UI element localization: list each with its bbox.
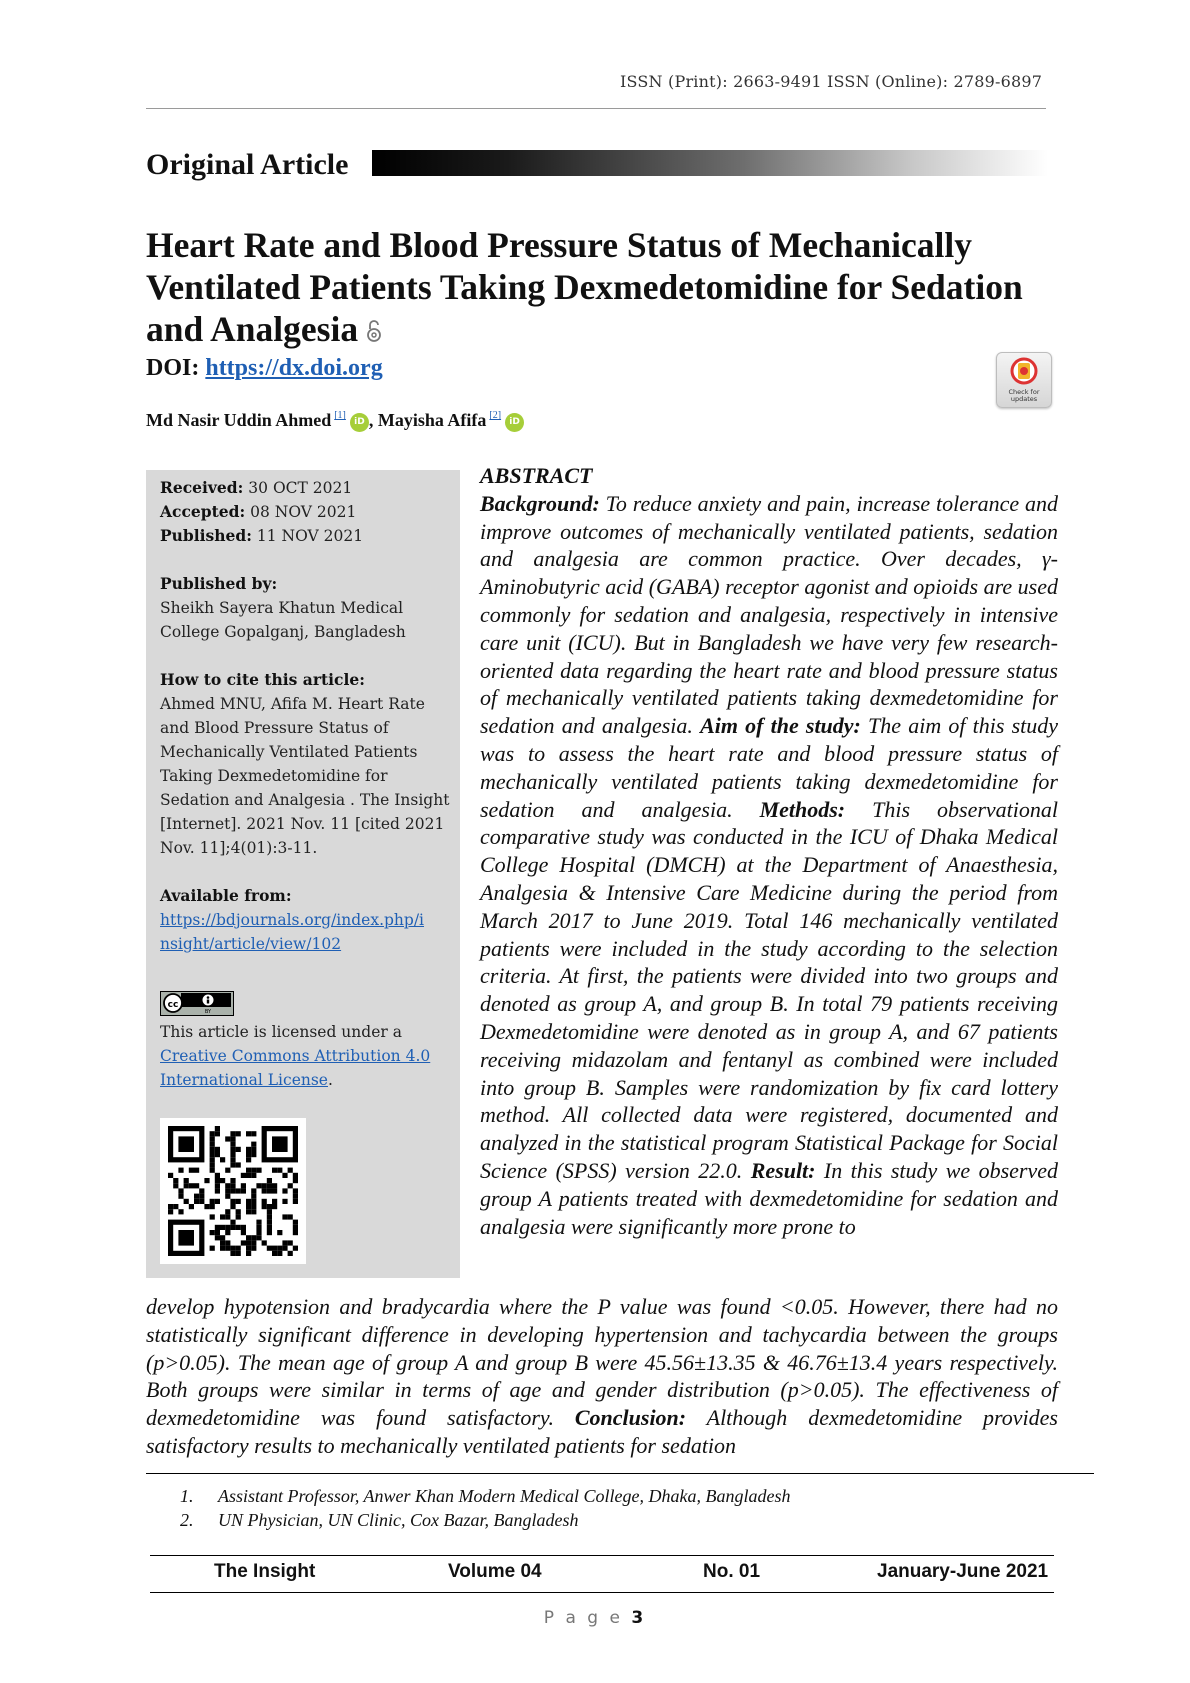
svg-text:cc: cc [167, 1000, 179, 1010]
article-url-link[interactable]: https://bdjournals.org/index.php/i [160, 911, 425, 929]
article-title [146, 224, 1066, 350]
cite-line: Nov. 11];4(01):3-11. [160, 839, 318, 857]
footnote-item: 2. UN Physician, UN Clinic, Cox Bazar, Bangladesh [180, 1510, 579, 1530]
author-name: Md Nasir Uddin Ahmed [146, 410, 332, 430]
cc-by-license-icon[interactable] [160, 991, 234, 1016]
license-link[interactable]: Creative Commons Attribution 4.0 [160, 1047, 431, 1065]
conclusion-text: Although dexmedetomidine provides satisfactory results to mechanically ventilated patients for sedation [146, 1405, 1058, 1458]
check-for-updates-label: Check for updates [1008, 388, 1040, 403]
abstract-body [480, 462, 1058, 1240]
footer-bottom-rule [150, 1592, 1054, 1593]
header-divider [146, 108, 1046, 109]
cite-line: [Internet]. 2021 Nov. 11 [cited 2021 [160, 815, 445, 833]
publisher-line: College Gopalganj, Bangladesh [160, 623, 406, 641]
orcid-icon[interactable]: iD [505, 413, 524, 432]
cite-line: Mechanically Ventilated Patients [160, 743, 418, 761]
qr-code-icon [160, 1118, 306, 1264]
footer-journal: The Insight [214, 1561, 316, 1582]
methods-label: Methods: [759, 796, 846, 822]
continuation-text: develop hypotension and bradycardia where the P value was found <0.05. However, there had no statistically significant difference in developing hypertension and tachycardia between the groups (p>0.05). The mean age of group A and group B were 45.56±13.35 & 46.76±13.4 years respectively. Both groups were similar in terms of age and gender distribution (p>0.05). The effectiveness of dexmedetomidine was found satisfactory. [146, 1294, 1058, 1431]
issn-header: ISSN (Print): 2663-9491 ISSN (Online): 2789-6897 [620, 72, 1043, 91]
abstract-continuation [146, 1293, 1058, 1460]
background-label: Background: [480, 490, 600, 516]
doi-link[interactable]: https://dx.doi.org [205, 355, 383, 381]
cite-line: and Blood Pressure Status of [160, 719, 389, 737]
footer-issue: No. 01 [703, 1561, 761, 1582]
affiliation-ref[interactable]: [2] [489, 410, 502, 421]
svg-text:BY: BY [204, 1009, 212, 1015]
cite-heading: How to cite this article: [160, 670, 365, 689]
result-text: In this study we observed group A patients treated with dexmedetomidine for sedation and analgesia were significantly more prone to [480, 1157, 1058, 1239]
doi-label: DOI: [146, 355, 200, 381]
cite-line: Taking Dexmedetomidine for [160, 767, 388, 785]
conclusion-label: Conclusion: [574, 1405, 687, 1431]
article-title-text: Heart Rate and Blood Pressure Status of Mechanically Ventilated Patients Taking Dexmedetomidine for Sedation and Analgesia [146, 225, 1023, 349]
affiliation-footnotes [180, 1484, 790, 1532]
article-url-link[interactable]: nsight/article/view/102 [160, 935, 342, 953]
abstract-heading: ABSTRACT [480, 463, 593, 488]
received-date: Received: 30 OCT 2021 [160, 478, 353, 497]
author-list [146, 410, 524, 432]
footnote-divider [146, 1473, 1094, 1474]
aim-label: Aim of the study: [700, 713, 861, 739]
license-link[interactable]: International License. [160, 1071, 333, 1089]
author-name: Mayisha Afifa [377, 410, 487, 430]
check-for-updates-button[interactable] [996, 352, 1052, 408]
cite-line: Sedation and Analgesia . The Insight [160, 791, 450, 809]
cite-line: Ahmed MNU, Afifa M. Heart Rate [160, 695, 425, 713]
footer-volume: Volume 04 [448, 1561, 542, 1582]
accepted-date: Accepted: 08 NOV 2021 [160, 502, 357, 521]
methods-text: This observational comparative study was conducted in the ICU of Dhaka Medical College Hospital (DMCH) at the Department of Anaesthesia, Analgesia & Intensive Care Medicine during the period from March 2017 to June 2019. Total 146 mechanically ventilated patients were included in the study according to the selection criteria. At first, the patients were divided into two groups and denoted as group A, and group B. In total 79 patients receiving Dexmedetomidine were denoted as in group A, and 67 patients receiving midazolam and fentanyl as combined were included into group B. Samples were randomization by fix card lottery method. All collected data were registered, documented and analyzed in the statistical program Statistical Package for Social Science (SPSS) version 22.0. [480, 796, 1058, 1183]
doi-line [146, 355, 383, 382]
published-date: Published: 11 NOV 2021 [160, 526, 364, 545]
aim-text: The aim of this study was to assess the heart rate and blood pressure status of mechanically ventilated patients taking dexmedetomidine for sedation and analgesia. [480, 713, 1059, 822]
footnote-item: 1. Assistant Professor, Anwer Khan Modern Medical College, Dhaka, Bangladesh [180, 1486, 791, 1506]
footer-period: January-June 2021 [877, 1561, 1049, 1582]
orcid-icon[interactable]: iD [350, 413, 369, 432]
affiliation-ref[interactable]: [1] [334, 410, 346, 421]
crossmark-icon [1009, 357, 1039, 385]
available-heading: Available from: [160, 886, 292, 905]
page-number: P a g e 3 [543, 1608, 647, 1628]
author-separator: , [368, 410, 378, 430]
open-access-lock-icon [366, 310, 382, 334]
gradient-banner [372, 150, 1048, 176]
footer-top-rule [150, 1555, 1054, 1556]
article-info-sidebar [146, 470, 460, 1278]
background-text: To reduce anxiety and pain, increase tolerance and improve outcomes of mechanically ventilated patients, sedation and analgesia are common practice. Over decades, γ-Aminobutyric acid (GABA) receptor agonist and opioids are used commonly for sedation and analgesia, respectively in intensive care unit (ICU). But in Bangladesh we have very few research-oriented data regarding the heart rate and blood pressure status of mechanically ventilated patients taking dexmedetomidine for sedation and analgesia. [480, 490, 1058, 739]
publisher-heading: Published by: [160, 574, 278, 593]
article-type-label: Original Article [146, 148, 349, 181]
result-label: Result: [750, 1157, 816, 1183]
license-text: This article is licensed under a [160, 1023, 402, 1041]
publisher-line: Sheikh Sayera Khatun Medical [160, 599, 404, 617]
